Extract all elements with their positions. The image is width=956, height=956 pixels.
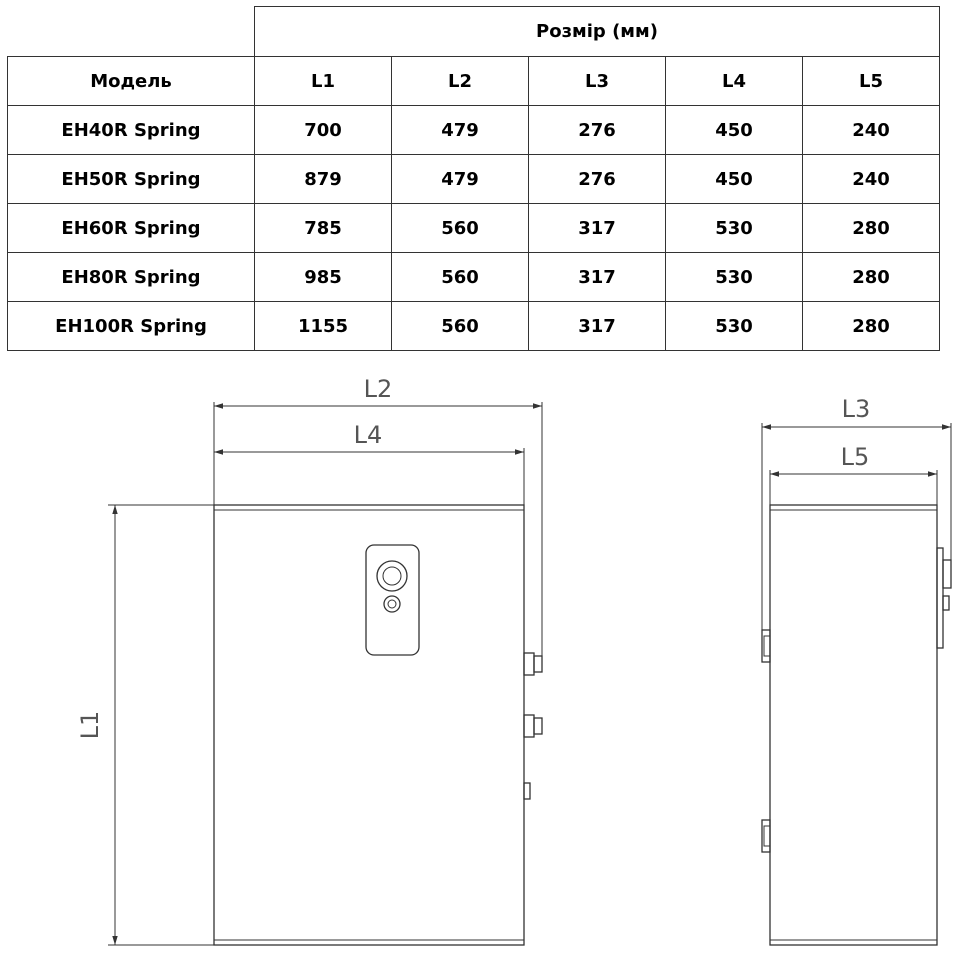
thermostat-knob-icon [377,561,407,591]
fitting-1-nut [534,656,542,672]
model-header: Модель [8,57,255,106]
cell-l5: 240 [803,155,940,204]
side-knob-profile [943,560,951,588]
drain-valve [524,783,530,799]
cell-l2: 560 [392,302,529,351]
fitting-1-base [524,653,534,675]
indicator-light-inner [388,600,396,608]
cell-l1: 879 [255,155,392,204]
cell-l3: 317 [529,253,666,302]
bracket-top-outer [762,630,770,662]
mounting-bracket-top [762,630,770,662]
l1-label: L1 [76,710,104,740]
column-header-l5: L5 [803,57,940,106]
front-body-outline [214,505,524,945]
column-header-l1: L1 [255,57,392,106]
l4-label: L4 [353,421,383,449]
cell-l4: 530 [666,253,803,302]
column-header-l3: L3 [529,57,666,106]
cell-l4: 450 [666,155,803,204]
drain-valve-body [524,783,530,799]
cell-l1: 985 [255,253,392,302]
model-name: EH50R Spring [8,155,255,204]
cell-l5: 280 [803,204,940,253]
cell-l3: 276 [529,155,666,204]
cell-l2: 560 [392,204,529,253]
l5-label: L5 [840,443,870,471]
side-light-profile [943,596,949,610]
front-view [76,375,542,945]
column-header-l2: L2 [392,57,529,106]
control-panel [366,545,419,655]
bracket-bottom-inner [764,826,770,846]
l3-label: L3 [841,395,871,423]
fitting-2-nut [534,718,542,734]
cell-l4: 530 [666,302,803,351]
model-name: EH40R Spring [8,106,255,155]
cell-l4: 530 [666,204,803,253]
pipe-fitting-1 [524,653,542,675]
cell-l5: 280 [803,253,940,302]
cell-l3: 317 [529,302,666,351]
cell-l5: 240 [803,106,940,155]
pipe-fitting-2 [524,715,542,737]
cell-l2: 560 [392,253,529,302]
side-body-outline [770,505,937,945]
bracket-top-inner [764,636,770,656]
side-view [762,395,951,945]
size-header: Розмір (мм) [255,7,940,57]
l2-label: L2 [363,375,393,403]
bracket-bottom-outer [762,820,770,852]
cell-l2: 479 [392,106,529,155]
side-control-panel [937,548,951,648]
cell-l5: 280 [803,302,940,351]
mounting-bracket-bottom [762,820,770,852]
cell-l4: 450 [666,106,803,155]
indicator-light-icon [384,596,400,612]
thermostat-knob-inner [383,567,401,585]
cell-l1: 700 [255,106,392,155]
model-name: EH60R Spring [8,204,255,253]
model-name: EH100R Spring [8,302,255,351]
column-header-l4: L4 [666,57,803,106]
cell-l1: 785 [255,204,392,253]
fitting-2-base [524,715,534,737]
cell-l2: 479 [392,155,529,204]
cell-l3: 276 [529,106,666,155]
cell-l1: 1155 [255,302,392,351]
cell-l3: 317 [529,204,666,253]
side-panel-profile [937,548,943,648]
model-name: EH80R Spring [8,253,255,302]
